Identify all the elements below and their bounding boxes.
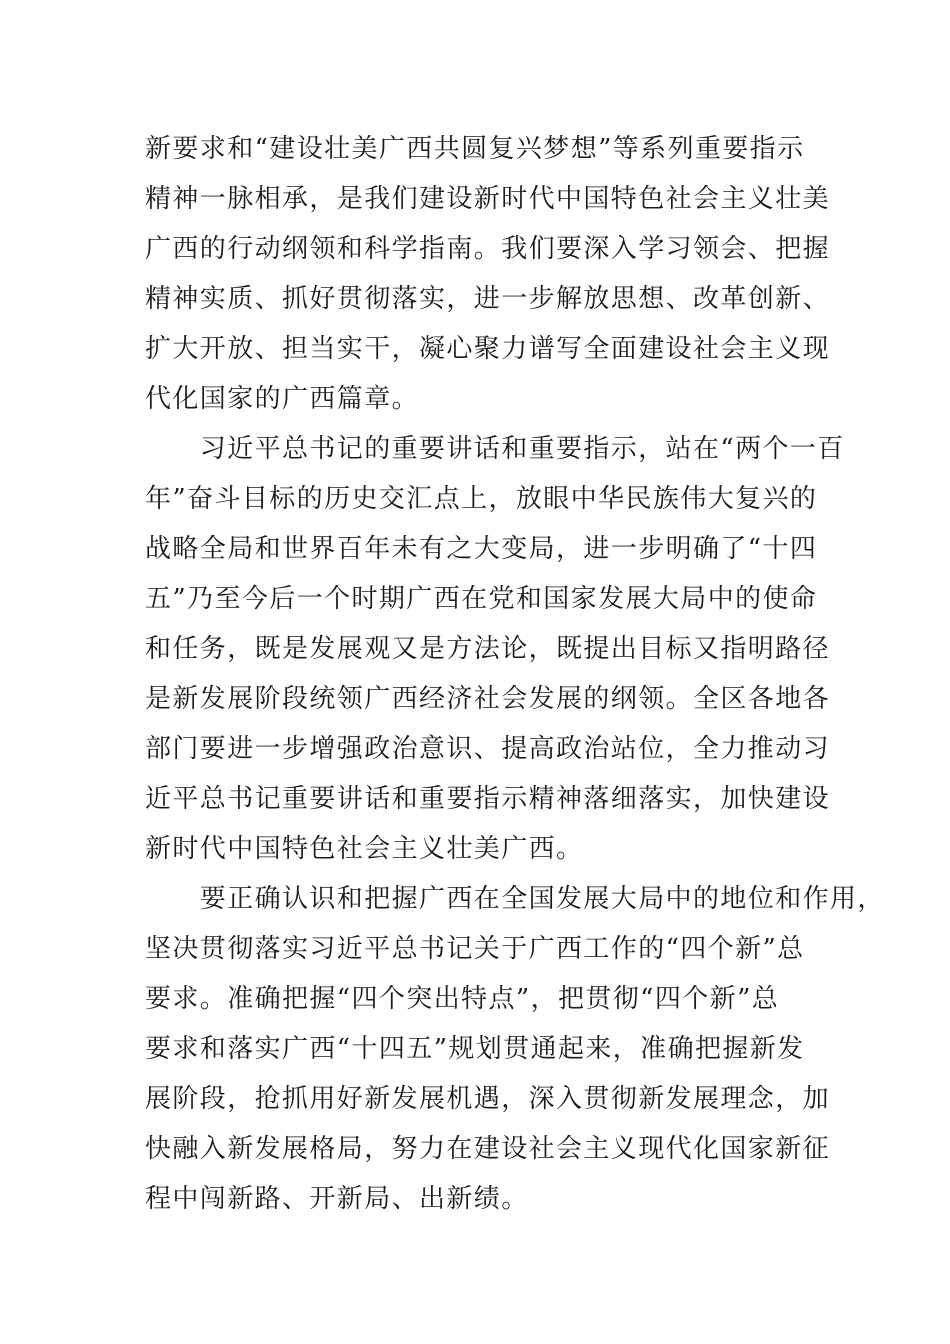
text-line: 近平总书记重要讲话和重要指示精神落细落实，加快建设: [145, 784, 831, 814]
text-line: 代化国家的广西篇章。: [145, 384, 420, 414]
text-line: 年”奋斗目标的历史交汇点上，放眼中华民族伟大复兴的: [145, 484, 818, 514]
document-body: [145, 124, 885, 1224]
text-line: 扩大开放、担当实干，凝心聚力谱写全面建设社会主义现: [145, 334, 831, 364]
text-line: 精神实质、抓好贯彻落实，进一步解放思想、改革创新、: [145, 284, 831, 314]
text-line: 程中闯新路、开新局、出新绩。: [145, 1184, 529, 1214]
text-line: 五”乃至今后一个时期广西在党和国家发展大局中的使命: [145, 584, 818, 614]
text-line: 是新发展阶段统领广西经济社会发展的纲领。全区各地各: [145, 684, 831, 714]
text-line: 战略全局和世界百年未有之大变局，进一步明确了“十四: [145, 534, 818, 564]
text-line: 展阶段，抢抓用好新发展机遇，深入贯彻新发展理念，加: [145, 1084, 831, 1114]
text-line: 坚决贯彻落实习近平总书记关于广西工作的“四个新”总: [145, 934, 805, 964]
text-line: 要求。准确把握“四个突出特点”，把贯彻“四个新”总: [145, 984, 780, 1014]
text-line: 部门要进一步增强政治意识、提高政治站位，全力推动习: [145, 734, 831, 764]
text-line: 和任务，既是发展观又是方法论，既提出目标又指明路径: [145, 634, 831, 664]
text-line: 要正确认识和把握广西在全国发展大局中的地位和作用，: [145, 884, 885, 914]
text-line: 精神一脉相承，是我们建设新时代中国特色社会主义壮美: [145, 184, 831, 214]
text-line: 新要求和“建设壮美广西共圆复兴梦想”等系列重要指示: [145, 134, 805, 164]
text-line: 广西的行动纲领和科学指南。我们要深入学习领会、把握: [145, 234, 831, 264]
text-line: 新时代中国特色社会主义壮美广西。: [145, 834, 584, 864]
text-line: 快融入新发展格局，努力在建设社会主义现代化国家新征: [145, 1134, 831, 1164]
text-line: 习近平总书记的重要讲话和重要指示，站在“两个一百: [145, 434, 845, 464]
text-line: 要求和落实广西“十四五”规划贯通起来，准确把握新发: [145, 1034, 805, 1064]
